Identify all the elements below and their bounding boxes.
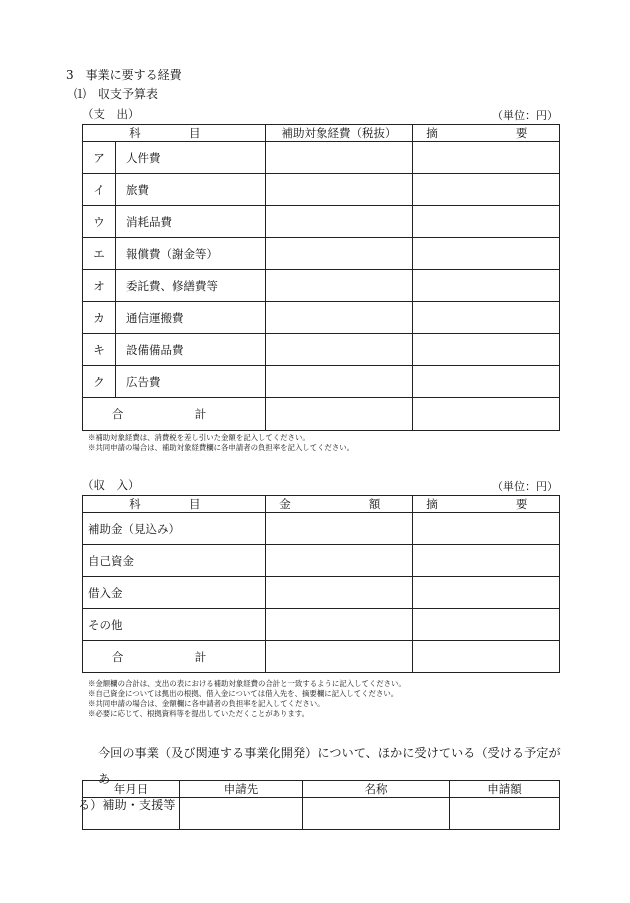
expense-amount-cell[interactable] (266, 142, 413, 174)
expense-summary-cell[interactable] (413, 270, 560, 302)
expense-note: ※補助対象経費は、消費税を差し引いた金額を記入してください。 (88, 433, 310, 442)
expense-summary-cell[interactable] (413, 142, 560, 174)
expense-table (82, 124, 560, 431)
header-date: 年月日 (83, 781, 180, 798)
expense-notes (88, 433, 354, 453)
expense-row (83, 206, 560, 238)
expense-header-amount: 補助対象経費（税抜） (266, 125, 413, 142)
expense-total-label: 合 計 (83, 398, 266, 431)
other-support-table (82, 780, 560, 830)
income-row (83, 545, 560, 577)
expense-row-item: 委託費、修繕費等 (116, 270, 266, 302)
expense-row (83, 334, 560, 366)
expense-row-item: 報償費（謝金等） (116, 238, 266, 270)
income-unit: （単位：円） (492, 480, 558, 493)
expense-row-mark: カ (83, 302, 116, 334)
income-row (83, 609, 560, 641)
income-header-row (83, 496, 560, 513)
income-amount-cell[interactable] (266, 609, 413, 641)
income-summary-cell[interactable] (413, 545, 560, 577)
expense-amount-cell[interactable] (266, 270, 413, 302)
income-total-label: 合 計 (83, 641, 266, 673)
header-applied-to: 申請先 (180, 781, 303, 798)
expense-summary-cell[interactable] (413, 238, 560, 270)
applied-to-cell[interactable] (180, 798, 303, 830)
requested-amount-cell[interactable] (450, 798, 560, 830)
income-table (82, 495, 560, 673)
expense-row-mark: キ (83, 334, 116, 366)
other-support-row (83, 798, 560, 830)
income-row-item: 補助金（見込み） (83, 513, 266, 545)
income-note: ※自己資金については拠出の根拠、借入金については借入先を、摘要欄に記入してください。 (88, 689, 399, 698)
expense-summary-cell[interactable] (413, 206, 560, 238)
expense-row (83, 142, 560, 174)
other-support-text-line2: る）補助・支援等 (78, 798, 176, 812)
header-name: 名称 (303, 781, 450, 798)
income-row-item: 借入金 (83, 577, 266, 609)
income-row (83, 513, 560, 545)
expense-summary-cell[interactable] (413, 366, 560, 398)
expense-total-amount-cell[interactable] (266, 398, 413, 431)
income-row-item: その他 (83, 609, 266, 641)
expense-row (83, 366, 560, 398)
income-header-item: 科 目 (83, 496, 266, 513)
subsection-title: ⑴ 収支予算表 (74, 87, 159, 101)
expense-total-summary-cell[interactable] (413, 398, 560, 431)
income-caption: （収 入） (82, 478, 140, 492)
expense-header-summary: 摘 要 (413, 125, 560, 142)
income-note: ※金額欄の合計は、支出の表における補助対象経費の合計と一致するように記入してください。 (88, 679, 406, 688)
income-row (83, 577, 560, 609)
expense-row-mark: ウ (83, 206, 116, 238)
expense-amount-cell[interactable] (266, 366, 413, 398)
expense-row-mark: イ (83, 174, 116, 206)
expense-row (83, 302, 560, 334)
income-total-row (83, 641, 560, 673)
other-support-text-line1: 今回の事業（及び関連する事業化開発）について、ほかに受けている（受ける予定があ (98, 746, 561, 786)
expense-row-item: 消耗品費 (116, 206, 266, 238)
income-amount-cell[interactable] (266, 577, 413, 609)
expense-caption: （支 出） (82, 107, 140, 121)
expense-amount-cell[interactable] (266, 334, 413, 366)
expense-row-mark: エ (83, 238, 116, 270)
expense-amount-cell[interactable] (266, 302, 413, 334)
expense-total-row (83, 398, 560, 431)
expense-amount-cell[interactable] (266, 206, 413, 238)
income-summary-cell[interactable] (413, 513, 560, 545)
expense-header-item: 科 目 (83, 125, 266, 142)
income-header-summary: 摘 要 (413, 496, 560, 513)
expense-row-mark: オ (83, 270, 116, 302)
income-header-amount: 金 額 (266, 496, 413, 513)
other-support-header-row (83, 781, 560, 798)
income-row-item: 自己資金 (83, 545, 266, 577)
expense-row-item: 旅費 (116, 174, 266, 206)
expense-amount-cell[interactable] (266, 174, 413, 206)
header-requested-amount: 申請額 (450, 781, 560, 798)
income-amount-cell[interactable] (266, 513, 413, 545)
expense-unit: （単位：円） (492, 109, 558, 122)
income-total-amount-cell[interactable] (266, 641, 413, 673)
expense-row-mark: ア (83, 142, 116, 174)
expense-row-mark: ク (83, 366, 116, 398)
expense-note: ※共同申請の場合は、補助対象経費欄に各申請者の負担率を記入してください。 (88, 443, 355, 452)
income-notes (88, 679, 406, 719)
income-summary-cell[interactable] (413, 577, 560, 609)
expense-row-item: 広告費 (116, 366, 266, 398)
expense-row (83, 174, 560, 206)
name-cell[interactable] (303, 798, 450, 830)
income-note: ※共同申請の場合は、金額欄に各申請者の負担率を記入してください。 (88, 699, 325, 708)
income-total-summary-cell[interactable] (413, 641, 560, 673)
expense-row-item: 設備備品費 (116, 334, 266, 366)
date-cell[interactable] (83, 798, 180, 830)
expense-row (83, 270, 560, 302)
expense-summary-cell[interactable] (413, 302, 560, 334)
income-amount-cell[interactable] (266, 545, 413, 577)
expense-header-row (83, 125, 560, 142)
expense-summary-cell[interactable] (413, 174, 560, 206)
expense-row (83, 238, 560, 270)
income-note: ※必要に応じて、根拠資料等を提出していただくことがあります。 (88, 709, 309, 718)
expense-summary-cell[interactable] (413, 334, 560, 366)
expense-amount-cell[interactable] (266, 238, 413, 270)
section-title: 3 事業に要する経費 (66, 68, 182, 82)
expense-row-item: 通信運搬費 (116, 302, 266, 334)
expense-row-item: 人件費 (116, 142, 266, 174)
income-summary-cell[interactable] (413, 609, 560, 641)
